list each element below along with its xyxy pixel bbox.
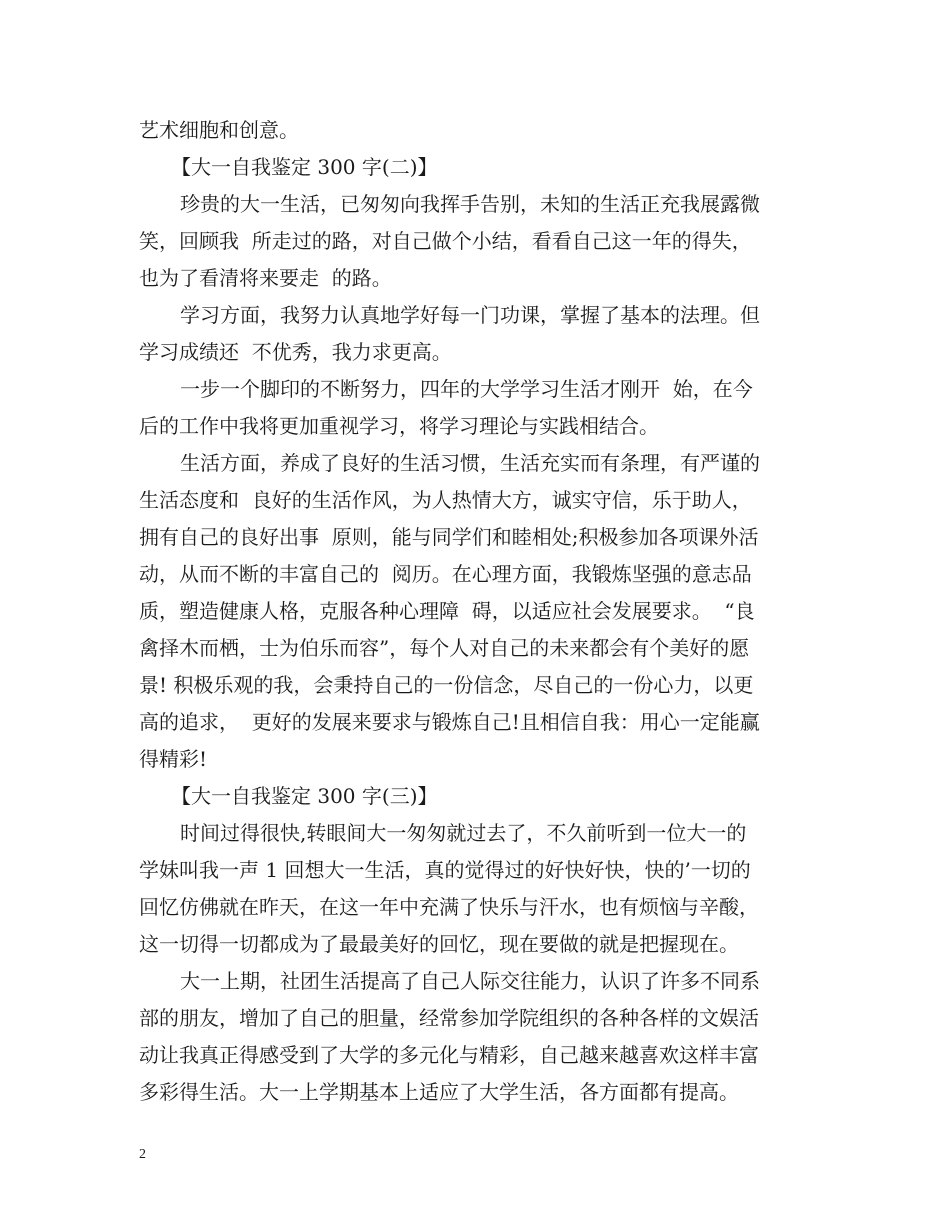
body-text-line: 回忆仿佛就在昨天，在这一年中充满了快乐与汗水，也有烦恼与辛酸， — [139, 895, 759, 919]
paragraph-first-line: 一步一个脚印的不断努力，四年的大学学习生活才刚开 始，在今 — [180, 377, 753, 401]
body-text-line: 这一切得一切都成为了最最美好的回忆，现在要做的就是把握现在。 — [139, 932, 739, 956]
paragraph-first-line: 珍贵的大一生活，已匆匆向我挥手告别，未知的生活正充我展露微 — [180, 192, 760, 216]
paragraph-first-line: 学习方面，我努力认真地学好每一门功课，掌握了基本的法理。但 — [180, 303, 760, 327]
body-text-line: 动，从而不断的丰富自己的 阅历。在心理方面，我锻炼坚强的意志品 — [139, 562, 752, 586]
section-heading: 【大一自我鉴定 300 字(三)】 — [171, 784, 438, 808]
body-text-line: 动让我真正得感受到了大学的多元化与精彩，自己越来越喜欢这样丰富 — [139, 1043, 759, 1067]
page-number: 2 — [139, 1147, 146, 1162]
paragraph-first-line: 生活方面，养成了良好的生活习惯，生活充实而有条理，有严谨的 — [180, 451, 760, 475]
body-text-line: 禽择木而栖，士为伯乐而容”，每个人对自己的未来都会有个美好的愿 — [139, 636, 750, 660]
body-text-line: 高的追求， 更好的发展来要求与锻炼自己!且相信自我：用心一定能赢 — [139, 710, 760, 734]
body-text-line: 笑，回顾我 所走过的路，对自己做个小结，看看自己这一年的得失， — [139, 229, 752, 253]
body-text-line: 后的工作中我将更加重视学习，将学习理论与实践相结合。 — [139, 414, 659, 438]
document-body — [139, 112, 819, 1111]
body-text-line: 得精彩! — [139, 747, 208, 771]
body-text-line: 多彩得生活。大一上学期基本上适应了大学生活，各方面都有提高。 — [139, 1080, 739, 1104]
body-text-line: 景! 积极乐观的我，会秉持自己的一份信念，尽自己的一份心力，以更 — [139, 673, 754, 697]
body-text-line: 拥有自己的良好出事 原则，能与同学们和睦相处;积极参加各项课外活 — [139, 525, 759, 549]
body-text-line: 艺术细胞和创意。 — [139, 118, 299, 142]
paragraph-first-line: 大一上期，社团生活提高了自己人际交往能力，认识了许多不同系 — [180, 969, 760, 993]
paragraph-first-line: 时间过得很快,转眼间大一匆匆就过去了，不久前听到一位大一的 — [180, 821, 747, 845]
body-text-line: 生活态度和 良好的生活作风，为人热情大方，诚实守信，乐于助人， — [139, 488, 752, 512]
body-text-line: 部的朋友，增加了自己的胆量，经常参加学院组织的各种各样的文娱活 — [139, 1006, 759, 1030]
section-heading: 【大一自我鉴定 300 字(二)】 — [171, 155, 438, 179]
body-text-line: 质，塑造健康人格，克服各种心理障 碍，以适应社会发展要求。 “良 — [139, 599, 755, 623]
body-text-line: 也为了看清将来要走 的路。 — [139, 266, 392, 290]
body-text-line: 学习成绩还 不优秀，我力求更高。 — [139, 340, 452, 364]
body-text-line: 学妹叫我一声 1 回想大一生活，真的觉得过的好快好快，快的’一切的 — [139, 858, 751, 882]
